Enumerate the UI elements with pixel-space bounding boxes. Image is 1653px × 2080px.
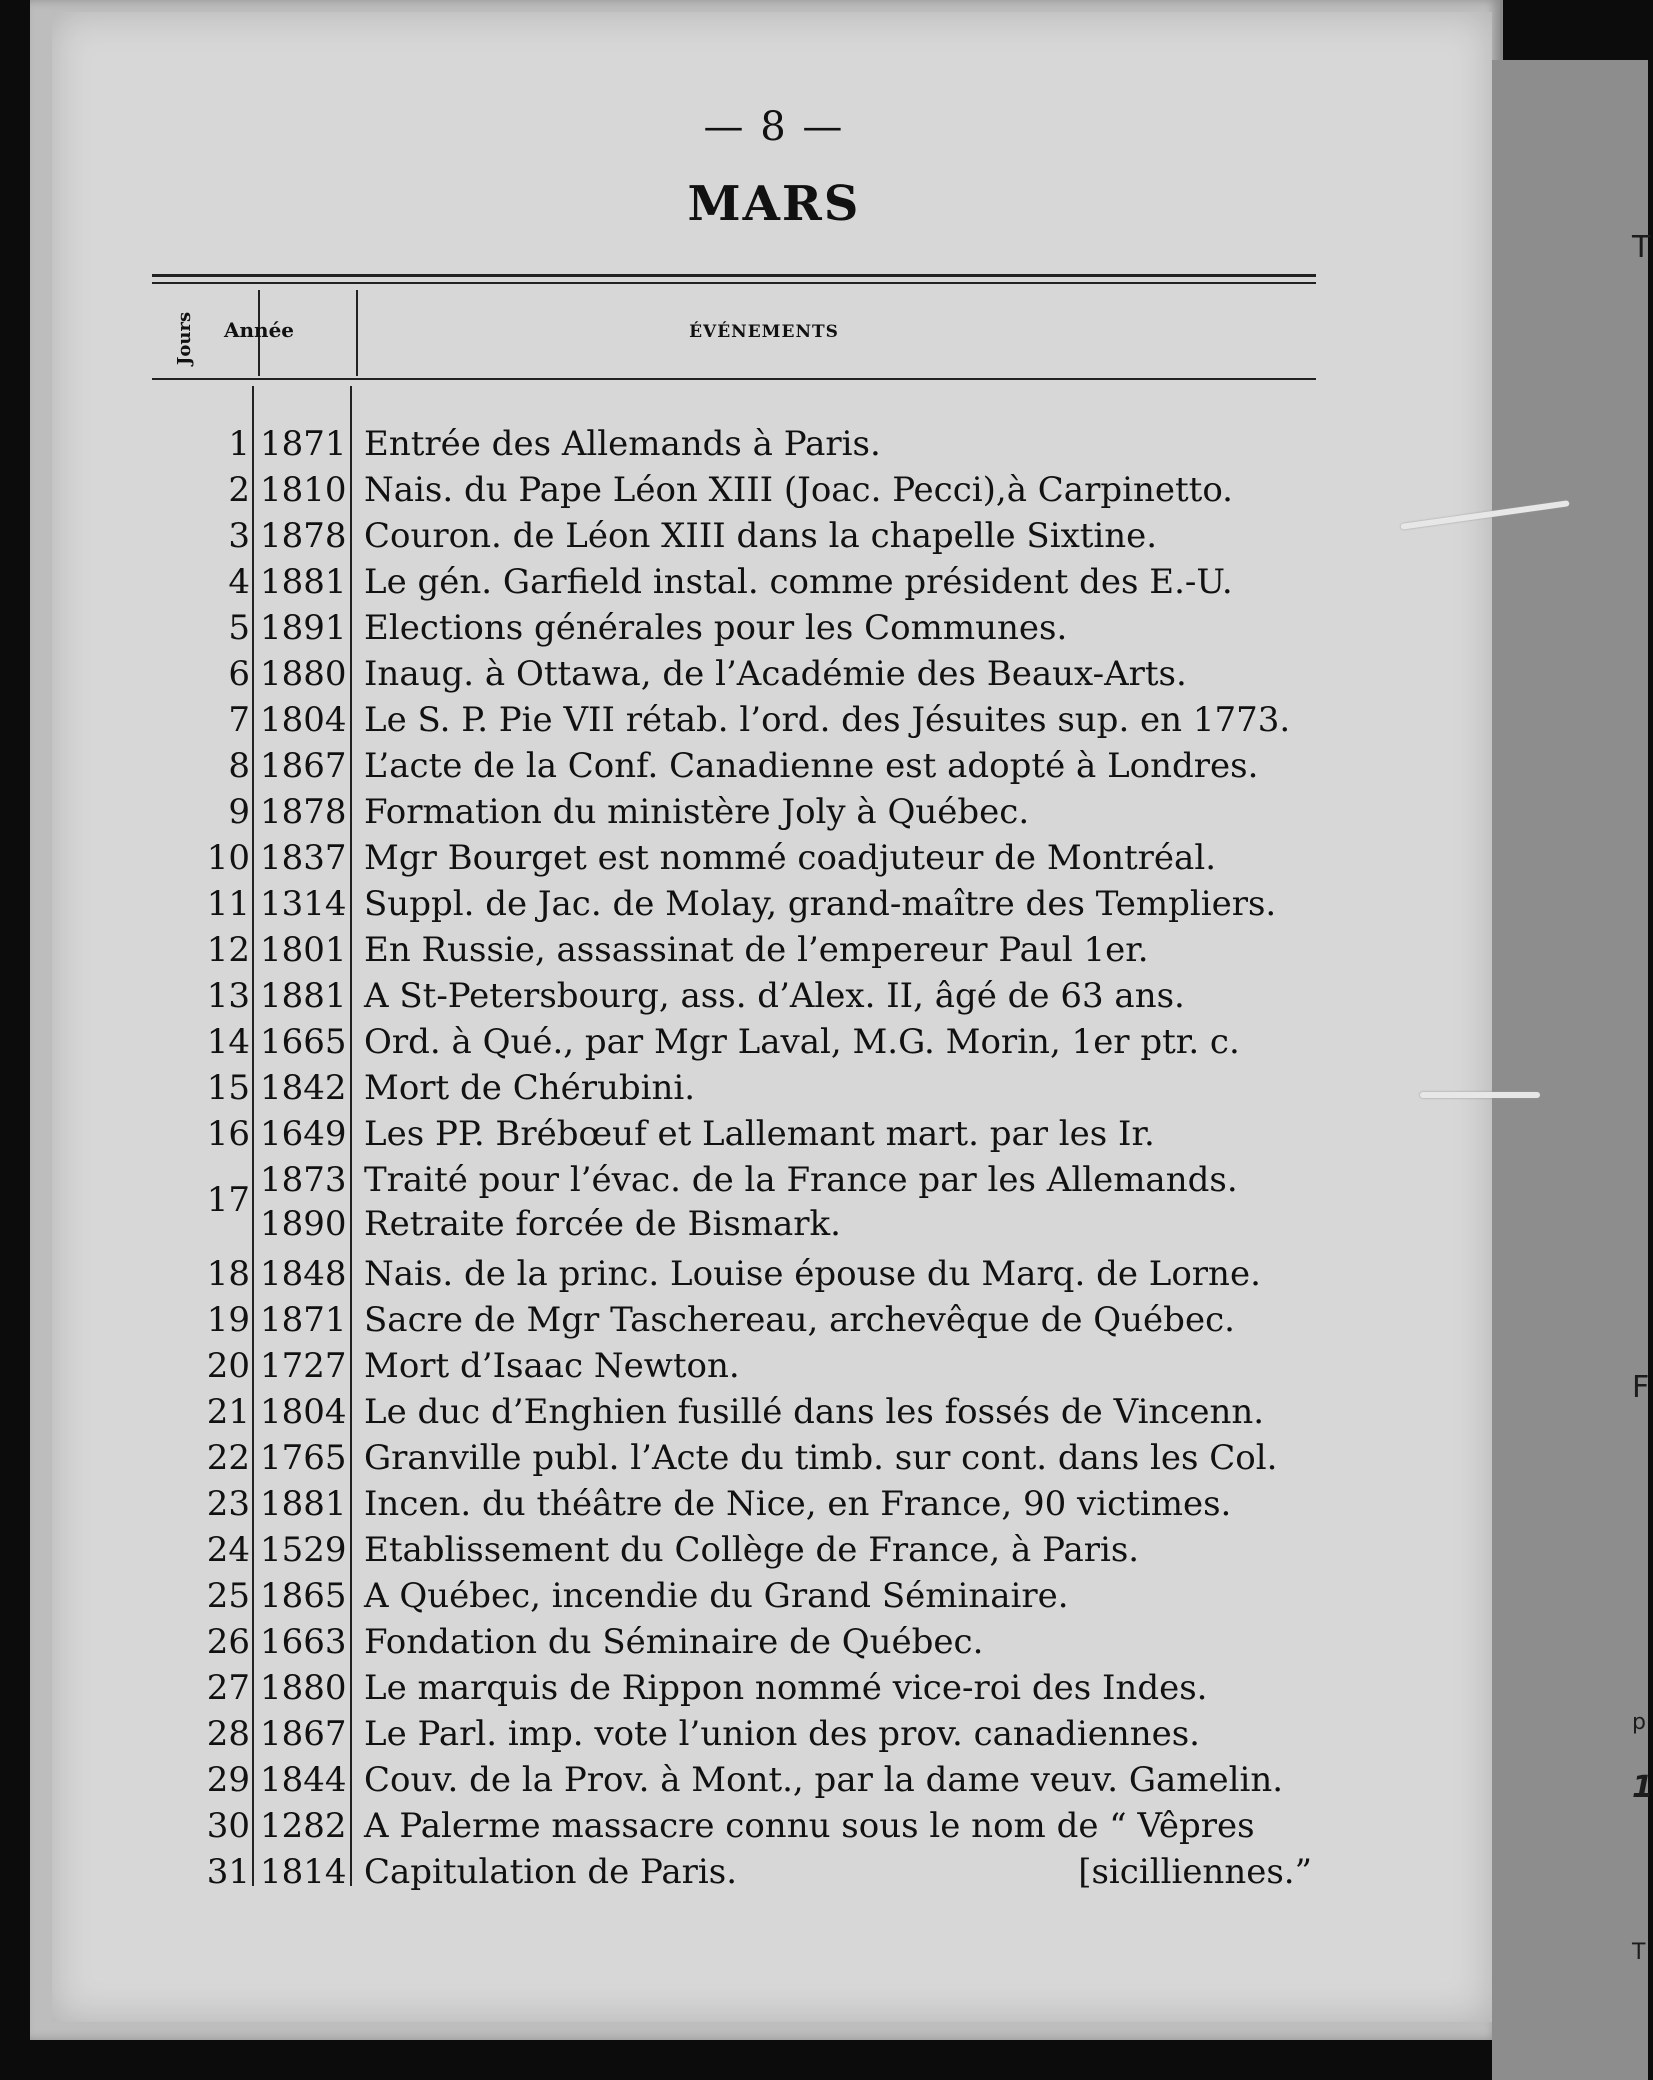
event-cell: Couron. de Léon XIII dans la chapelle Sixtine. bbox=[364, 516, 1158, 556]
table-row bbox=[152, 1160, 1332, 1206]
table-row bbox=[152, 608, 1332, 654]
event-cell: Sacre de Mgr Taschereau, archevêque de Québec. bbox=[364, 1300, 1235, 1340]
year-cell: 1848 bbox=[260, 1254, 347, 1294]
table-row bbox=[152, 1484, 1332, 1530]
adjacent-page-fragment: F bbox=[1632, 1370, 1650, 1405]
year-cell: 1878 bbox=[260, 792, 347, 832]
table-row bbox=[152, 1668, 1332, 1714]
adjacent-page-fragment: T bbox=[1632, 1940, 1646, 1965]
day-cell: 29 bbox=[206, 1760, 250, 1800]
header-rule-top bbox=[152, 274, 1316, 277]
adjacent-page-fragment: T bbox=[1632, 230, 1651, 265]
event-cell: A Québec, incendie du Grand Séminaire. bbox=[364, 1576, 1069, 1616]
year-cell: 1871 bbox=[260, 424, 347, 464]
page-number: — 8 — bbox=[703, 104, 845, 150]
day-cell: 4 bbox=[228, 562, 250, 602]
day-cell: 1 bbox=[228, 424, 250, 464]
year-cell: 1663 bbox=[260, 1622, 347, 1662]
event-cell: Le duc d’Enghien fusillé dans les fossés de Vincenn. bbox=[364, 1392, 1265, 1432]
day-cell: 9 bbox=[228, 792, 250, 832]
table-row bbox=[152, 424, 1332, 470]
header-rule-top-inner bbox=[152, 282, 1316, 284]
day-cell: 26 bbox=[206, 1622, 250, 1662]
year-cell: 1890 bbox=[260, 1204, 347, 1244]
day-cell: 21 bbox=[206, 1392, 250, 1432]
day-cell: 15 bbox=[206, 1068, 250, 1108]
year-cell: 1880 bbox=[260, 1668, 347, 1708]
table-row bbox=[152, 1438, 1332, 1484]
event-cell: Le marquis de Rippon nommé vice-roi des Indes. bbox=[364, 1668, 1208, 1708]
year-cell: 1881 bbox=[260, 1484, 347, 1524]
year-cell: 1649 bbox=[260, 1114, 347, 1154]
year-cell: 1865 bbox=[260, 1576, 347, 1616]
event-cell: L’acte de la Conf. Canadienne est adopté à Londres. bbox=[364, 746, 1259, 786]
table-row bbox=[152, 1114, 1332, 1160]
year-cell: 1727 bbox=[260, 1346, 347, 1386]
day-cell: 22 bbox=[206, 1438, 250, 1478]
year-cell: 1282 bbox=[260, 1806, 347, 1846]
day-cell: 28 bbox=[206, 1714, 250, 1754]
table-row bbox=[152, 976, 1332, 1022]
column-header-annee: Année bbox=[223, 318, 295, 342]
year-cell: 1804 bbox=[260, 700, 347, 740]
day-cell: 7 bbox=[228, 700, 250, 740]
day-cell: 5 bbox=[228, 608, 250, 648]
year-cell: 1881 bbox=[260, 976, 347, 1016]
day-cell: 6 bbox=[228, 654, 250, 694]
event-cell: Elections générales pour les Communes. bbox=[364, 608, 1068, 648]
day-cell: 20 bbox=[206, 1346, 250, 1386]
event-cell: Mort de Chérubini. bbox=[364, 1068, 696, 1108]
day-cell: 25 bbox=[206, 1576, 250, 1616]
table-row bbox=[152, 1254, 1332, 1300]
table-row bbox=[152, 1204, 1332, 1250]
table-row bbox=[152, 792, 1332, 838]
table-row bbox=[152, 1760, 1332, 1806]
year-cell: 1873 bbox=[260, 1160, 347, 1200]
table-row bbox=[152, 1392, 1332, 1438]
table-row bbox=[152, 1576, 1332, 1622]
table-row bbox=[152, 700, 1332, 746]
header-rule-bottom bbox=[152, 378, 1316, 380]
event-cell: Capitulation de Paris. bbox=[364, 1852, 738, 1892]
day-cell: 13 bbox=[206, 976, 250, 1016]
header-col-divider bbox=[356, 290, 358, 376]
table-row bbox=[152, 930, 1332, 976]
binding-string bbox=[1420, 1092, 1540, 1098]
table-row bbox=[152, 654, 1332, 700]
day-cell: 27 bbox=[206, 1668, 250, 1708]
event-cell: Ord. à Qué., par Mgr Laval, M.G. Morin, 1er ptr. c. bbox=[364, 1022, 1240, 1062]
day-cell-shared: 17 bbox=[206, 1180, 250, 1220]
event-cell: Mgr Bourget est nommé coadjuteur de Montréal. bbox=[364, 838, 1217, 878]
column-header-evenements: ÉVÉNEMENTS bbox=[689, 322, 839, 342]
year-cell: 1801 bbox=[260, 930, 347, 970]
year-cell: 1804 bbox=[260, 1392, 347, 1432]
adjacent-page bbox=[1492, 60, 1653, 2080]
event-cell: En Russie, assassinat de l’empereur Paul 1er. bbox=[364, 930, 1149, 970]
table-row bbox=[152, 562, 1332, 608]
event-cell-continuation: [sicilliennes.” bbox=[1078, 1852, 1312, 1892]
day-cell: 24 bbox=[206, 1530, 250, 1570]
day-cell: 11 bbox=[206, 884, 250, 924]
adjacent-page-fragment: p bbox=[1632, 1710, 1646, 1735]
day-cell: 16 bbox=[206, 1114, 250, 1154]
table-row bbox=[152, 470, 1332, 516]
year-cell: 1878 bbox=[260, 516, 347, 556]
day-cell: 31 bbox=[206, 1852, 250, 1892]
day-cell: 2 bbox=[228, 470, 250, 510]
event-cell: Le Parl. imp. vote l’union des prov. canadiennes. bbox=[364, 1714, 1200, 1754]
day-cell: 18 bbox=[206, 1254, 250, 1294]
event-cell: A Palerme massacre connu sous le nom de “ Vêpres bbox=[364, 1806, 1255, 1846]
event-cell: Les PP. Brébœuf et Lallemant mart. par les Ir. bbox=[364, 1114, 1155, 1154]
day-cell: 14 bbox=[206, 1022, 250, 1062]
event-cell: Traité pour l’évac. de la France par les Allemands. bbox=[364, 1160, 1238, 1200]
table-row bbox=[152, 1622, 1332, 1668]
day-cell: 10 bbox=[206, 838, 250, 878]
table-row bbox=[152, 1300, 1332, 1346]
year-cell: 1881 bbox=[260, 562, 347, 602]
day-cell: 19 bbox=[206, 1300, 250, 1340]
event-cell: Le S. P. Pie VII rétab. l’ord. des Jésuites sup. en 1773. bbox=[364, 700, 1291, 740]
table-row bbox=[152, 1852, 1332, 1898]
event-cell: Fondation du Séminaire de Québec. bbox=[364, 1622, 984, 1662]
table-row bbox=[152, 516, 1332, 562]
event-cell: Granville publ. l’Acte du timb. sur cont. dans les Col. bbox=[364, 1438, 1278, 1478]
event-cell: Formation du ministère Joly à Québec. bbox=[364, 792, 1030, 832]
year-cell: 1842 bbox=[260, 1068, 347, 1108]
table-row bbox=[152, 1346, 1332, 1392]
event-cell: Inaug. à Ottawa, de l’Académie des Beaux-Arts. bbox=[364, 654, 1187, 694]
day-cell: 23 bbox=[206, 1484, 250, 1524]
year-cell: 1880 bbox=[260, 654, 347, 694]
day-cell: 3 bbox=[228, 516, 250, 556]
year-cell: 1814 bbox=[260, 1852, 347, 1892]
event-cell: Entrée des Allemands à Paris. bbox=[364, 424, 881, 464]
event-cell: Le gén. Garfield instal. comme président des E.-U. bbox=[364, 562, 1233, 602]
event-cell: Nais. du Pape Léon XIII (Joac. Pecci),à Carpinetto. bbox=[364, 470, 1233, 510]
column-header-jours: Jours bbox=[174, 311, 196, 365]
year-cell: 1844 bbox=[260, 1760, 347, 1800]
table-row bbox=[152, 884, 1332, 930]
event-cell: Etablissement du Collège de France, à Paris. bbox=[364, 1530, 1140, 1570]
event-cell: Retraite forcée de Bismark. bbox=[364, 1204, 841, 1244]
event-cell: Nais. de la princ. Louise épouse du Marq. de Lorne. bbox=[364, 1254, 1261, 1294]
event-cell: Suppl. de Jac. de Molay, grand-maître des Templiers. bbox=[364, 884, 1277, 924]
year-cell: 1810 bbox=[260, 470, 347, 510]
day-cell: 8 bbox=[228, 746, 250, 786]
table-row bbox=[152, 1022, 1332, 1068]
day-cell: 12 bbox=[206, 930, 250, 970]
table-row bbox=[152, 1714, 1332, 1760]
day-cell: 30 bbox=[206, 1806, 250, 1846]
event-cell: A St-Petersbourg, ass. d’Alex. II, âgé de 63 ans. bbox=[364, 976, 1185, 1016]
year-cell: 1765 bbox=[260, 1438, 347, 1478]
year-cell: 1314 bbox=[260, 884, 347, 924]
event-cell: Couv. de la Prov. à Mont., par la dame veuv. Gamelin. bbox=[364, 1760, 1284, 1800]
event-cell: Incen. du théâtre de Nice, en France, 90 victimes. bbox=[364, 1484, 1232, 1524]
table-row bbox=[152, 1806, 1332, 1852]
table-row bbox=[152, 1068, 1332, 1114]
year-cell: 1665 bbox=[260, 1022, 347, 1062]
event-cell: Mort d’Isaac Newton. bbox=[364, 1346, 740, 1386]
year-cell: 1529 bbox=[260, 1530, 347, 1570]
table-row bbox=[152, 1530, 1332, 1576]
table-row bbox=[152, 838, 1332, 884]
year-cell: 1891 bbox=[260, 608, 347, 648]
month-title: MARS bbox=[687, 176, 861, 232]
year-cell: 1867 bbox=[260, 746, 347, 786]
table-row bbox=[152, 746, 1332, 792]
year-cell: 1867 bbox=[260, 1714, 347, 1754]
year-cell: 1837 bbox=[260, 838, 347, 878]
adjacent-page-fragment: 1 bbox=[1632, 1770, 1653, 1805]
year-cell: 1871 bbox=[260, 1300, 347, 1340]
